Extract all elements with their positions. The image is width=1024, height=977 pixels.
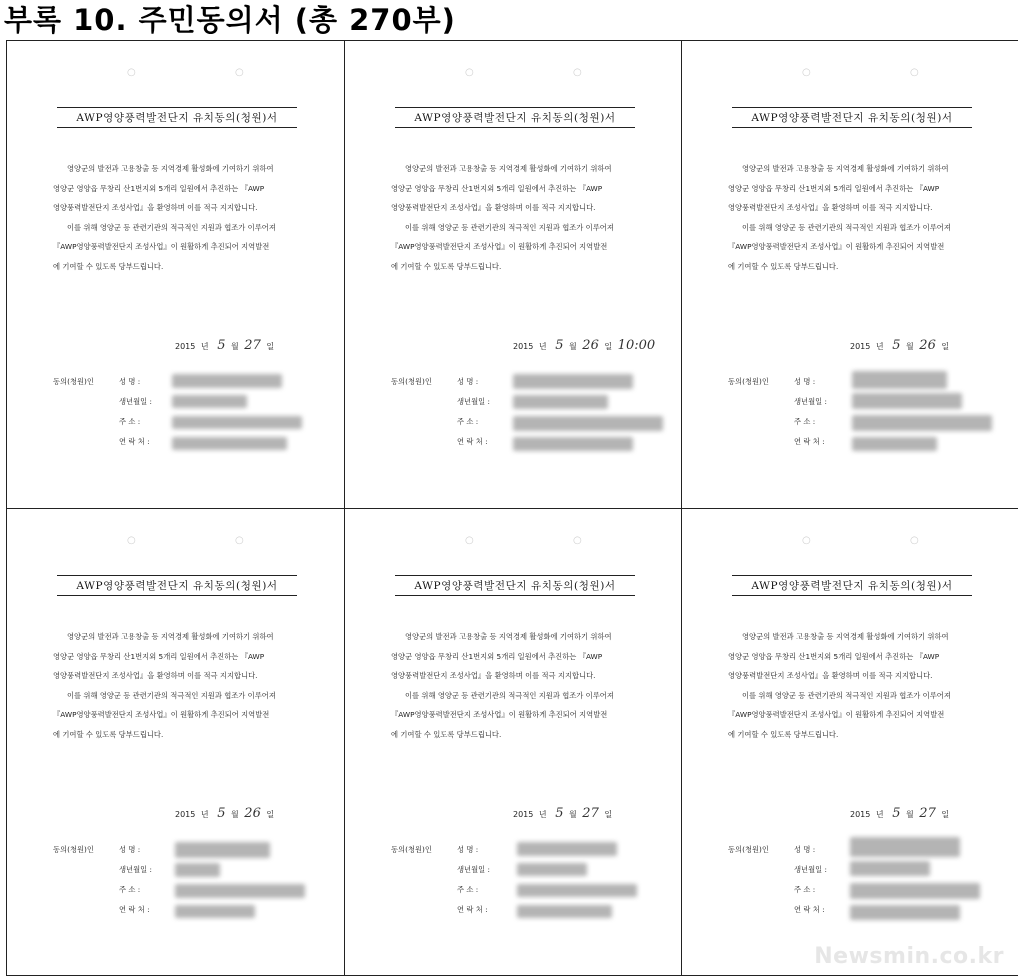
day-unit: 일 [604,810,613,819]
consent-form-2 [344,41,681,508]
body-line: 『AWP영양풍력발전단지 조성사업』이 원활하게 추진되어 지역발전 [391,710,608,719]
body-line: 이를 위해 영양군 등 관련기관의 적극적인 지원과 협조가 이루어져 [67,690,276,700]
month-unit: 월 [906,810,914,819]
document-grid [6,40,1018,976]
signer-fields [457,377,509,457]
signer-label: 동의(청원)인 [53,845,94,854]
body-line: 에 기여할 수 있도록 당부드립니다. [728,729,839,739]
day-unit: 일 [266,810,275,819]
signing-date [850,806,949,821]
year-unit: 년 [875,342,884,351]
day-unit: 일 [941,810,950,819]
consent-form-3 [681,41,1018,508]
body-line: 영양군의 발전과 고용창출 등 지역경제 활성화에 기여하기 위하여 [742,632,949,641]
consent-form-6 [681,508,1018,975]
date-year: 2015 [513,342,534,351]
redacted-name [852,371,947,389]
redacted-address [175,884,305,898]
body-line: 에 기여할 수 있도록 당부드립니다. [391,729,502,739]
page-title: 부록 10. 주민동의서 (총 270부) [4,3,456,37]
handwritten-day: 27 [582,806,599,821]
birthdate-label: 생년월일 : [794,397,827,406]
punch-hole-mark: ○ [910,535,919,546]
body-line: 에 기여할 수 있도록 당부드립니다. [53,729,164,739]
form-heading: AWP영양풍력발전단지 유치동의(청원)서 [732,107,972,128]
body-line: 『AWP영양풍력발전단지 조성사업』이 원활하게 추진되어 지역발전 [391,242,608,251]
body-line: 영양군 영양읍 무창리 산1번지외 5개리 일원에서 추진하는 『AWP [728,183,940,193]
redacted-name [175,842,270,858]
date-year: 2015 [175,342,196,351]
body-line: 이를 위해 영양군 등 관련기관의 적극적인 지원과 협조가 이루어져 [405,690,614,700]
name-label: 성 명 : [119,845,141,854]
redacted-birthdate [850,861,930,876]
body-line: 영양풍력발전단지 조성사업』을 환영하며 이를 적극 지지합니다. [728,203,933,212]
contact-label: 연 락 처 : [457,437,488,446]
handwritten-month: 5 [892,806,901,821]
form-heading: AWP영양풍력발전단지 유치동의(청원)서 [57,575,297,596]
punch-hole-mark: ○ [465,535,474,546]
redacted-name [517,842,617,856]
body-line: 영양군 영양읍 무창리 산1번지외 5개리 일원에서 추진하는 『AWP [53,183,265,193]
form-heading: AWP영양풍력발전단지 유치동의(청원)서 [395,575,635,596]
birthdate-label: 생년월일 : [119,865,152,874]
signer-label: 동의(청원)인 [53,377,94,386]
redacted-address [513,416,663,431]
body-line: 영양군 영양읍 무창리 산1번지외 5개리 일원에서 추진하는 『AWP [53,651,265,661]
address-label: 주 소 : [119,417,141,426]
day-unit: 일 [266,342,275,351]
body-line: 영양군의 발전과 고용창출 등 지역경제 활성화에 기여하기 위하여 [405,632,612,641]
year-unit: 년 [875,810,884,819]
redacted-contact [175,905,255,918]
form-body [53,159,315,276]
name-label: 성 명 : [794,845,816,854]
date-year: 2015 [513,810,534,819]
punch-hole-mark: ○ [573,535,582,546]
date-year: 2015 [175,810,196,819]
body-line: 영양풍력발전단지 조성사업』을 환영하며 이를 적극 지지합니다. [391,671,596,680]
birthdate-label: 생년월일 : [457,397,490,406]
name-label: 성 명 : [119,377,141,386]
form-body [728,159,990,276]
punch-hole-mark: ○ [127,67,136,78]
form-body [728,627,990,744]
punch-hole-mark: ○ [573,67,582,78]
redacted-contact [850,905,960,920]
redacted-contact [513,437,633,451]
body-line: 이를 위해 영양군 등 관련기관의 적극적인 지원과 협조가 이루어져 [742,222,951,232]
handwritten-time: 10:00 [617,338,656,353]
year-unit: 년 [538,810,547,819]
redacted-birthdate [513,395,608,409]
address-label: 주 소 : [794,885,816,894]
consent-form-4 [7,508,344,975]
body-line: 이를 위해 영양군 등 관련기관의 적극적인 지원과 협조가 이루어져 [742,690,951,700]
month-unit: 월 [231,342,239,351]
punch-hole-mark: ○ [802,67,811,78]
signer-label: 동의(청원)인 [391,377,432,386]
handwritten-day: 27 [919,806,936,821]
name-label: 성 명 : [457,845,479,854]
punch-hole-mark: ○ [465,67,474,78]
contact-label: 연 락 처 : [119,905,150,914]
name-label: 성 명 : [794,377,816,386]
address-label: 주 소 : [119,885,141,894]
redacted-birthdate [852,393,962,409]
signer-fields [119,377,171,457]
body-line: 영양군의 발전과 고용창출 등 지역경제 활성화에 기여하기 위하여 [67,632,274,641]
redacted-contact [852,437,937,451]
body-line: 영양군의 발전과 고용창출 등 지역경제 활성화에 기여하기 위하여 [67,164,274,173]
month-unit: 월 [569,342,577,351]
signer-fields [119,845,171,925]
contact-label: 연 락 처 : [794,437,825,446]
punch-hole-mark: ○ [910,67,919,78]
contact-label: 연 락 처 : [457,905,488,914]
handwritten-month: 5 [555,806,564,821]
handwritten-month: 5 [217,806,226,821]
redacted-name [850,837,960,857]
month-unit: 월 [569,810,577,819]
handwritten-month: 5 [892,338,901,353]
redacted-birthdate [517,863,587,876]
day-unit: 일 [604,342,613,351]
month-unit: 월 [906,342,914,351]
birthdate-label: 생년월일 : [794,865,827,874]
body-line: 『AWP영양풍력발전단지 조성사업』이 원활하게 추진되어 지역발전 [53,242,270,251]
punch-hole-mark: ○ [127,535,136,546]
handwritten-day: 26 [582,338,599,353]
body-line: 이를 위해 영양군 등 관련기관의 적극적인 지원과 협조가 이루어져 [405,222,614,232]
signer-fields [457,845,509,925]
handwritten-month: 5 [217,338,226,353]
signer-fields [794,845,846,925]
redacted-address [850,883,980,899]
body-line: 에 기여할 수 있도록 당부드립니다. [53,261,164,271]
handwritten-day: 26 [244,806,261,821]
signer-label: 동의(청원)인 [728,377,769,386]
signer-fields [794,377,846,457]
form-heading: AWP영양풍력발전단지 유치동의(청원)서 [57,107,297,128]
year-unit: 년 [538,342,547,351]
body-line: 에 기여할 수 있도록 당부드립니다. [391,261,502,271]
redacted-name [513,374,633,389]
handwritten-day: 26 [919,338,936,353]
date-year: 2015 [850,342,871,351]
punch-hole-mark: ○ [235,67,244,78]
signing-date [513,806,612,821]
address-label: 주 소 : [457,885,479,894]
redacted-contact [172,437,287,450]
redacted-address [852,415,992,431]
date-year: 2015 [850,810,871,819]
handwritten-day: 27 [244,338,261,353]
year-unit: 년 [200,810,209,819]
body-line: 『AWP영양풍력발전단지 조성사업』이 원활하게 추진되어 지역발전 [53,710,270,719]
body-line: 영양풍력발전단지 조성사업』을 환영하며 이를 적극 지지합니다. [728,671,933,680]
birthdate-label: 생년월일 : [457,865,490,874]
signing-date [175,806,274,821]
signing-date [175,338,274,353]
signer-label: 동의(청원)인 [391,845,432,854]
body-line: 영양군 영양읍 무창리 산1번지외 5개리 일원에서 추진하는 『AWP [391,651,603,661]
redacted-address [172,416,302,429]
body-line: 영양풍력발전단지 조성사업』을 환영하며 이를 적극 지지합니다. [53,203,258,212]
redacted-name [172,374,282,388]
body-line: 『AWP영양풍력발전단지 조성사업』이 원활하게 추진되어 지역발전 [728,242,945,251]
address-label: 주 소 : [457,417,479,426]
body-line: 영양군의 발전과 고용창출 등 지역경제 활성화에 기여하기 위하여 [742,164,949,173]
body-line: 영양풍력발전단지 조성사업』을 환영하며 이를 적극 지지합니다. [53,671,258,680]
redacted-birthdate [175,863,220,877]
contact-label: 연 락 처 : [794,905,825,914]
signer-label: 동의(청원)인 [728,845,769,854]
birthdate-label: 생년월일 : [119,397,152,406]
body-line: 에 기여할 수 있도록 당부드립니다. [728,261,839,271]
body-line: 영양군 영양읍 무창리 산1번지외 5개리 일원에서 추진하는 『AWP [391,183,603,193]
body-line: 영양풍력발전단지 조성사업』을 환영하며 이를 적극 지지합니다. [391,203,596,212]
body-line: 영양군 영양읍 무창리 산1번지외 5개리 일원에서 추진하는 『AWP [728,651,940,661]
day-unit: 일 [941,342,950,351]
name-label: 성 명 : [457,377,479,386]
body-line: 영양군의 발전과 고용창출 등 지역경제 활성화에 기여하기 위하여 [405,164,612,173]
form-body [391,159,653,276]
signing-date [850,338,949,353]
handwritten-month: 5 [555,338,564,353]
address-label: 주 소 : [794,417,816,426]
signing-date [513,338,658,353]
redacted-contact [517,905,612,918]
form-heading: AWP영양풍력발전단지 유치동의(청원)서 [395,107,635,128]
year-unit: 년 [200,342,209,351]
month-unit: 월 [231,810,239,819]
contact-label: 연 락 처 : [119,437,150,446]
consent-form-1 [7,41,344,508]
punch-hole-mark: ○ [235,535,244,546]
punch-hole-mark: ○ [802,535,811,546]
watermark-text: Newsmin.co.kr [814,944,1004,969]
form-body [391,627,653,744]
redacted-birthdate [172,395,247,408]
consent-form-5 [344,508,681,975]
body-line: 『AWP영양풍력발전단지 조성사업』이 원활하게 추진되어 지역발전 [728,710,945,719]
redacted-address [517,884,637,897]
form-heading: AWP영양풍력발전단지 유치동의(청원)서 [732,575,972,596]
body-line: 이를 위해 영양군 등 관련기관의 적극적인 지원과 협조가 이루어져 [67,222,276,232]
form-body [53,627,315,744]
